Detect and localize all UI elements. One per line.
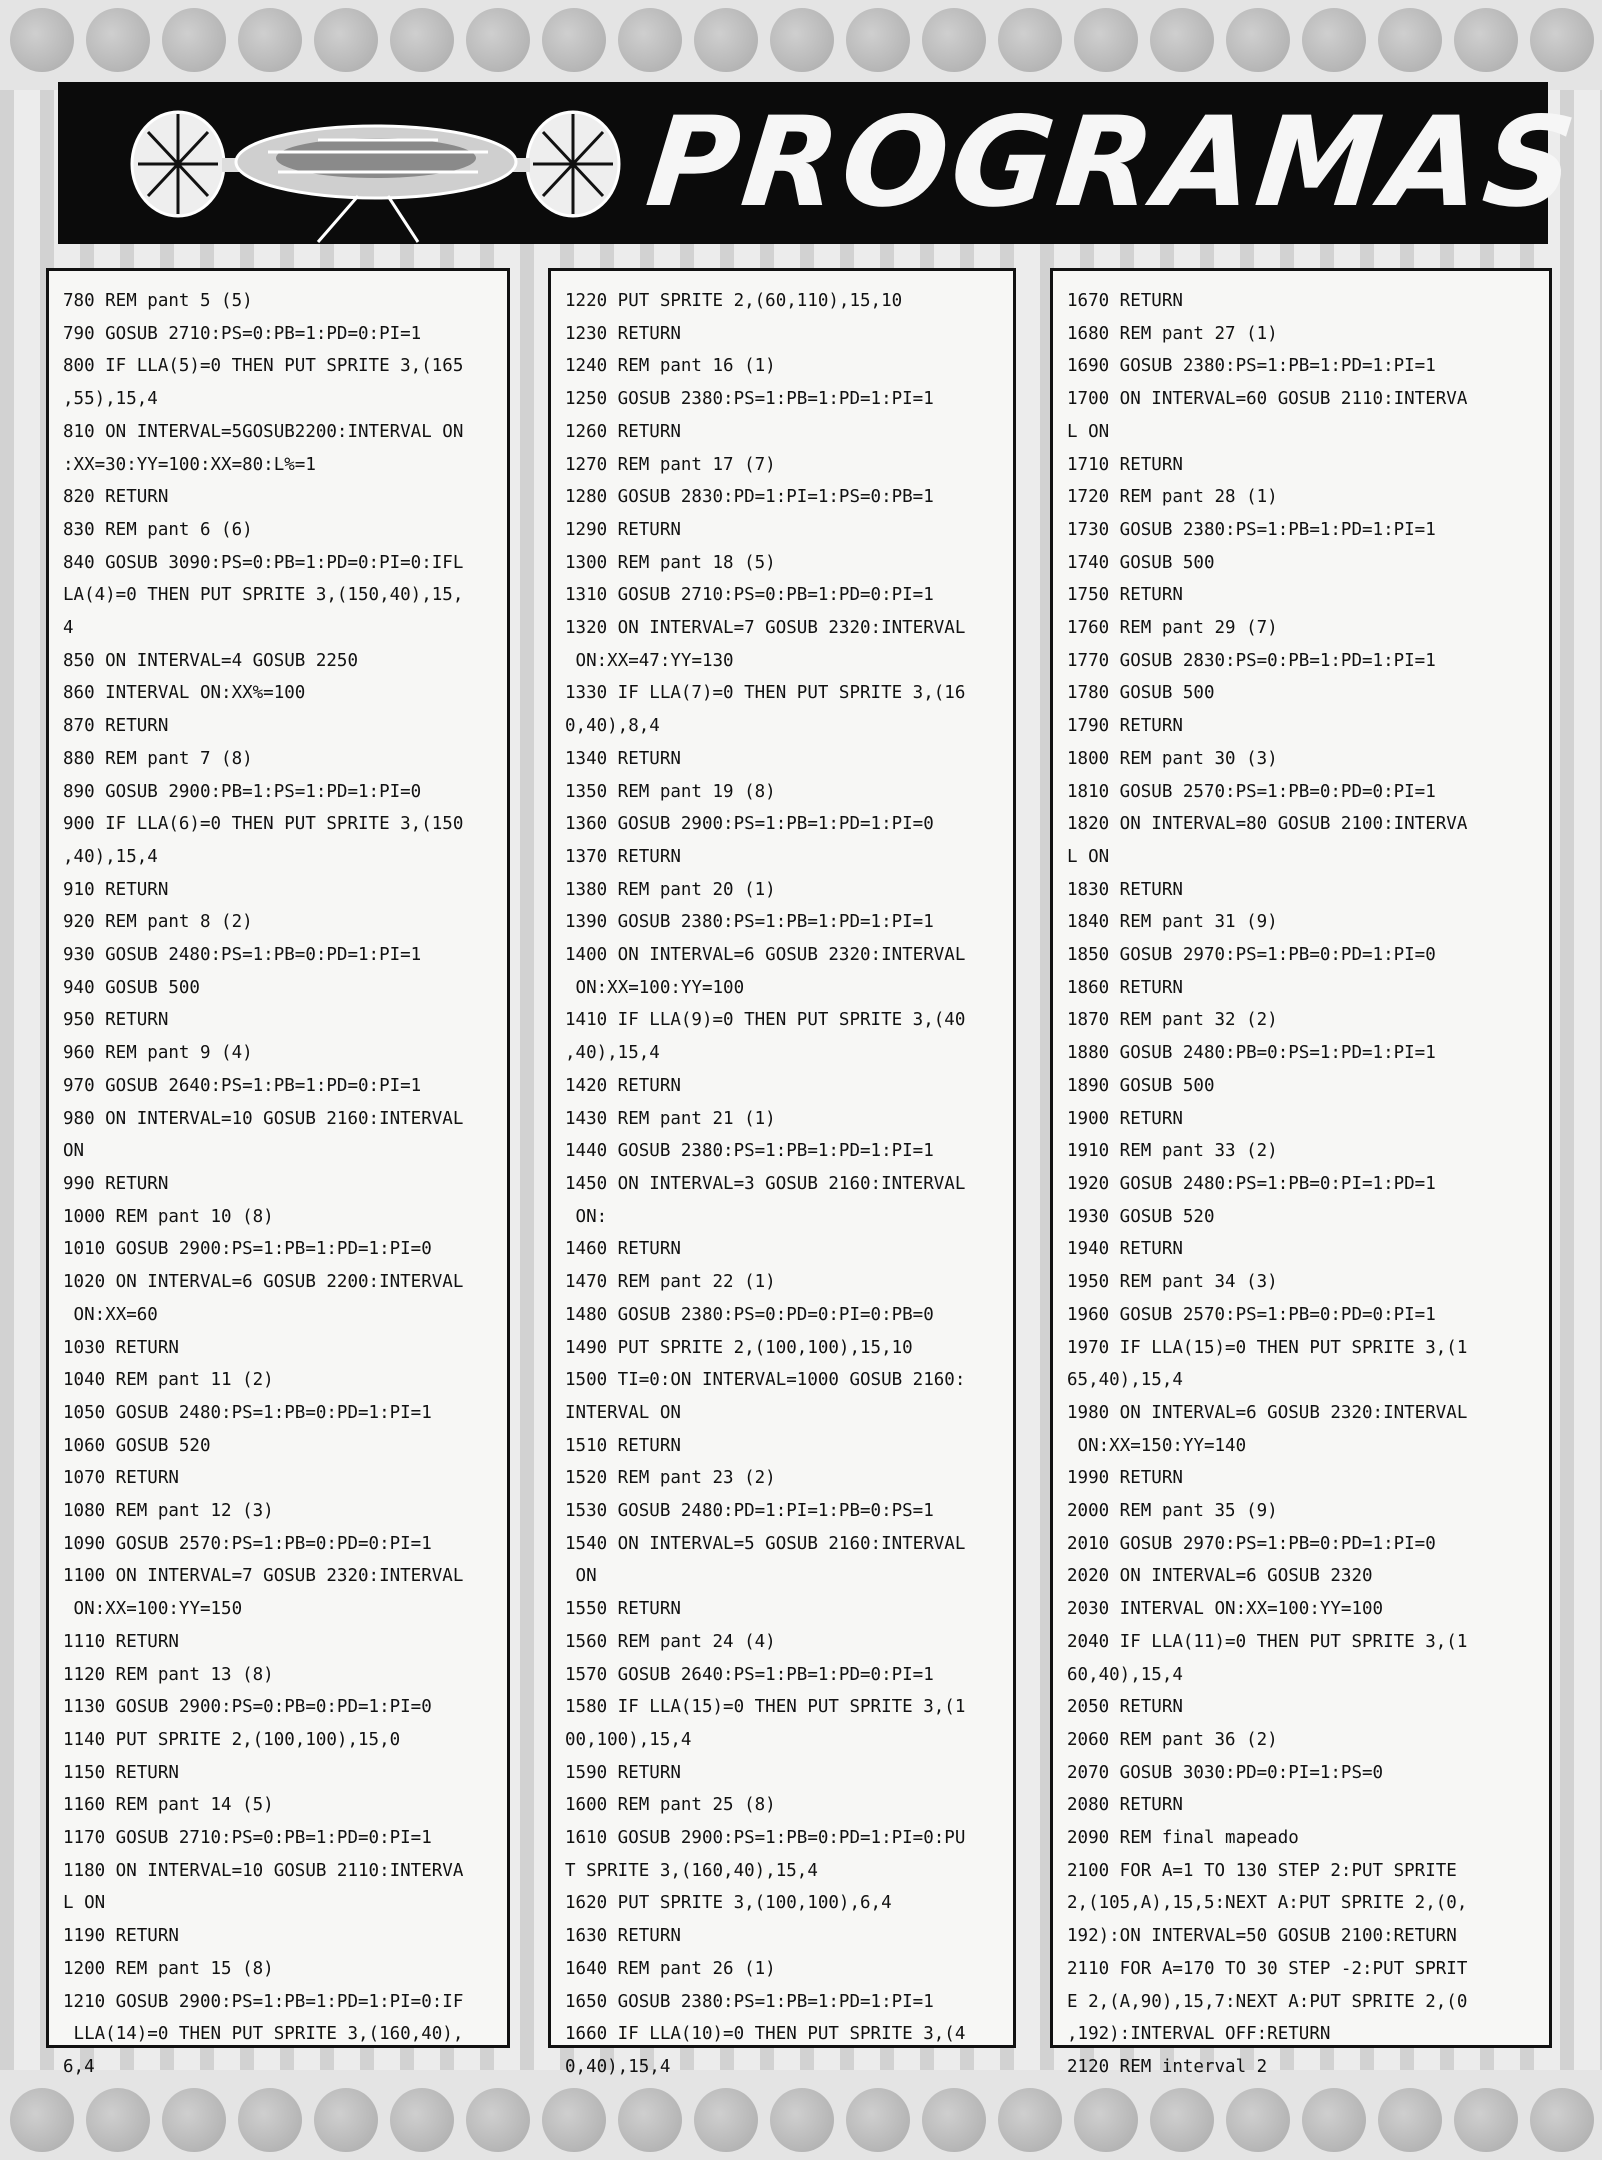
code-line: 1910 REM pant 33 (2) [1067,1141,1278,1162]
code-line: ,192):INTERVAL OFF:RETURN [1067,2024,1331,2045]
code-line: ON:XX=60 [63,1304,158,1325]
code-line: 1000 REM pant 10 (8) [63,1206,274,1227]
code-line: 2020 ON INTERVAL=6 GOSUB 2320 [1067,1566,1373,1587]
code-line: 880 REM pant 7 (8) [63,748,253,769]
code-line: 1610 GOSUB 2900:PS=1:PB=0:PD=1:PI=0:PU [565,1828,966,1849]
code-line: 820 RETURN [63,487,169,508]
code-line: 990 RETURN [63,1173,169,1194]
code-line: 1760 REM pant 29 (7) [1067,618,1278,639]
code-line: L ON [63,1893,106,1914]
code-line: 1600 REM pant 25 (8) [565,1795,776,1816]
code-line: 1140 PUT SPRITE 2,(100,100),15,0 [63,1729,401,1750]
code-line: 2,(105,A),15,5:NEXT A:PUT SPRITE 2,(0, [1067,1893,1468,1914]
code-line: 1510 RETURN [565,1435,681,1456]
code-line: 900 IF LLA(6)=0 THEN PUT SPRITE 3,(150 [63,814,464,835]
code-line: 1590 RETURN [565,1762,681,1783]
code-line: 930 GOSUB 2480:PS=1:PB=0:PD=1:PI=1 [63,945,422,966]
code-line: 1560 REM pant 24 (4) [565,1631,776,1652]
code-line: 1810 GOSUB 2570:PS=1:PB=0:PD=0:PI=1 [1067,781,1436,802]
code-line: 2110 FOR A=170 TO 30 STEP -2:PUT SPRIT [1067,1958,1468,1979]
code-line: 1430 REM pant 21 (1) [565,1108,776,1129]
code-line: 2030 INTERVAL ON:XX=100:YY=100 [1067,1599,1384,1620]
code-line: 1060 GOSUB 520 [63,1435,211,1456]
code-line: 1040 REM pant 11 (2) [63,1370,274,1391]
code-line: 1160 REM pant 14 (5) [63,1795,274,1816]
code-line: 1440 GOSUB 2380:PS=1:PB=1:PD=1:PI=1 [565,1141,934,1162]
code-line: ON:XX=100:YY=150 [63,1599,243,1620]
code-line: 1650 GOSUB 2380:PS=1:PB=1:PD=1:PI=1 [565,1991,934,2012]
code-line: 1790 RETURN [1067,716,1183,737]
code-line: 970 GOSUB 2640:PS=1:PB=1:PD=0:PI=1 [63,1075,422,1096]
code-line: 1710 RETURN [1067,454,1183,475]
code-line: 1830 RETURN [1067,879,1183,900]
listing-column-1 [46,268,510,2077]
code-line: 840 GOSUB 3090:PS=0:PB=1:PD=0:PI=0:IFL [63,552,464,573]
code-line: 1620 PUT SPRITE 3,(100,100),6,4 [565,1893,892,1914]
code-line: ON:XX=150:YY=140 [1067,1435,1247,1456]
code-line: 1570 GOSUB 2640:PS=1:PB=1:PD=0:PI=1 [565,1664,934,1685]
code-line: 60,40),15,4 [1067,1664,1183,1685]
code-line: 1690 GOSUB 2380:PS=1:PB=1:PD=1:PI=1 [1067,356,1436,377]
code-line: ON:XX=47:YY=130 [565,650,734,671]
code-line: 1800 REM pant 30 (3) [1067,748,1278,769]
code-line: 830 REM pant 6 (6) [63,519,253,540]
code-line: 1420 RETURN [565,1075,681,1096]
code-line: 950 RETURN [63,1010,169,1031]
code-line: 1180 ON INTERVAL=10 GOSUB 2110:INTERVA [63,1860,464,1881]
code-line: 1240 REM pant 16 (1) [565,356,776,377]
code-line: 1220 PUT SPRITE 2,(60,110),15,10 [565,291,903,311]
listing-column-3 [1050,268,1552,2077]
code-line: 1070 RETURN [63,1468,179,1489]
code-line: 1190 RETURN [63,1926,179,1947]
code-line: 1860 RETURN [1067,977,1183,998]
code-line: 850 ON INTERVAL=4 GOSUB 2250 [63,650,359,671]
code-line: 2080 RETURN [1067,1795,1183,1816]
code-line: 2070 GOSUB 3030:PD=0:PI=1:PS=0 [1067,1762,1384,1783]
code-line: 1300 REM pant 18 (5) [565,552,776,573]
code-line: 1270 REM pant 17 (7) [565,454,776,475]
code-line: 1120 REM pant 13 (8) [63,1664,274,1685]
code-line: 4 [63,618,74,639]
code-line: 2060 REM pant 36 (2) [1067,1729,1278,1750]
code-line: L ON [1067,846,1110,867]
code-line: 1940 RETURN [1067,1239,1183,1260]
code-line: 1720 REM pant 28 (1) [1067,487,1278,508]
code-line: 1320 ON INTERVAL=7 GOSUB 2320:INTERVAL [565,618,966,639]
code-line: 6,4 [63,2056,95,2077]
code-line: 1080 REM pant 12 (3) [63,1501,274,1522]
code-line: 1310 GOSUB 2710:PS=0:PB=1:PD=0:PI=1 [565,585,934,606]
code-line: 1840 REM pant 31 (9) [1067,912,1278,933]
code-line: 1960 GOSUB 2570:PS=1:PB=0:PD=0:PI=1 [1067,1304,1436,1325]
code-line: 1460 RETURN [565,1239,681,1260]
code-line: 910 RETURN [63,879,169,900]
code-line: 65,40),15,4 [1067,1370,1183,1391]
code-line: 2000 REM pant 35 (9) [1067,1501,1278,1522]
code-line: 1540 ON INTERVAL=5 GOSUB 2160:INTERVAL [565,1533,966,1554]
code-line: :XX=30:YY=100:XX=80:L%=1 [63,454,316,475]
code-line: 1680 REM pant 27 (1) [1067,323,1278,344]
code-line: 1820 ON INTERVAL=80 GOSUB 2100:INTERVA [1067,814,1468,835]
code-line: 1400 ON INTERVAL=6 GOSUB 2320:INTERVAL [565,945,966,966]
code-line: 1870 REM pant 32 (2) [1067,1010,1278,1031]
code-line: ,40),15,4 [565,1043,660,1064]
code-line: 1980 ON INTERVAL=6 GOSUB 2320:INTERVAL [1067,1402,1468,1423]
code-line: 1390 GOSUB 2380:PS=1:PB=1:PD=1:PI=1 [565,912,934,933]
code-line: ON [565,1566,597,1587]
code-line: 1410 IF LLA(9)=0 THEN PUT SPRITE 3,(40 [565,1010,966,1031]
code-line: 1730 GOSUB 2380:PS=1:PB=1:PD=1:PI=1 [1067,519,1436,540]
code-line: 1020 ON INTERVAL=6 GOSUB 2200:INTERVAL [63,1272,464,1293]
code-line: 890 GOSUB 2900:PB=1:PS=1:PD=1:PI=0 [63,781,422,802]
bottom-dot-border [0,2080,1602,2160]
code-line: 1780 GOSUB 500 [1067,683,1215,704]
code-line: 1250 GOSUB 2380:PS=1:PB=1:PD=1:PI=1 [565,389,934,410]
code-line: 1360 GOSUB 2900:PS=1:PB=1:PD=1:PI=0 [565,814,934,835]
code-line: 1350 REM pant 19 (8) [565,781,776,802]
code-line: 1890 GOSUB 500 [1067,1075,1215,1096]
code-line: 2050 RETURN [1067,1697,1183,1718]
code-line: 1490 PUT SPRITE 2,(100,100),15,10 [565,1337,913,1358]
code-line: 1920 GOSUB 2480:PS=1:PB=0:PI=1:PD=1 [1067,1173,1436,1194]
code-line: 1110 RETURN [63,1631,179,1652]
code-line: 1210 GOSUB 2900:PS=1:PB=1:PD=1:PI=0:IF [63,1991,464,2012]
code-line: 00,100),15,4 [565,1729,692,1750]
code-line: 1750 RETURN [1067,585,1183,606]
code-line: 1330 IF LLA(7)=0 THEN PUT SPRITE 3,(16 [565,683,966,704]
page-title: PROGRAMAS [640,91,1586,235]
code-line: 1630 RETURN [565,1926,681,1947]
code-line: 1130 GOSUB 2900:PS=0:PB=0:PD=1:PI=0 [63,1697,432,1718]
listing-column-2 [548,268,1016,2077]
code-line: E 2,(A,90),15,7:NEXT A:PUT SPRITE 2,(0 [1067,1991,1468,2012]
header-banner [58,82,1586,244]
code-line: 1550 RETURN [565,1599,681,1620]
code-line: 1640 REM pant 26 (1) [565,1958,776,1979]
code-line: ,55),15,4 [63,389,158,410]
top-dot-border [0,0,1602,80]
code-line: 1200 REM pant 15 (8) [63,1958,274,1979]
code-line: ,40),15,4 [63,846,158,867]
code-line: 1880 GOSUB 2480:PB=0:PS=1:PD=1:PI=1 [1067,1043,1436,1064]
code-line: 1520 REM pant 23 (2) [565,1468,776,1489]
code-line: 1990 RETURN [1067,1468,1183,1489]
code-line: 2120 REM interval 2 [1067,2056,1268,2077]
code-line: 920 REM pant 8 (2) [63,912,253,933]
code-line: 1290 RETURN [565,519,681,540]
code-line: 1090 GOSUB 2570:PS=1:PB=0:PD=0:PI=1 [63,1533,432,1554]
code-line: 1170 GOSUB 2710:PS=0:PB=1:PD=0:PI=1 [63,1828,432,1849]
code-line: INTERVAL ON [565,1402,681,1423]
code-line: 2100 FOR A=1 TO 130 STEP 2:PUT SPRITE [1067,1860,1457,1881]
code-line: 0,40),15,4 [565,2056,671,2077]
code-line: 1470 REM pant 22 (1) [565,1272,776,1293]
code-line: 1480 GOSUB 2380:PS=0:PD=0:PI=0:PB=0 [565,1304,934,1325]
space-station-icon [118,92,638,242]
code-line: 1770 GOSUB 2830:PS=0:PB=1:PD=1:PI=1 [1067,650,1436,671]
code-line: 1280 GOSUB 2830:PD=1:PI=1:PS=0:PB=1 [565,487,934,508]
code-line: 1150 RETURN [63,1762,179,1783]
code-line: 800 IF LLA(5)=0 THEN PUT SPRITE 3,(165 [63,356,464,377]
code-line: 192):ON INTERVAL=50 GOSUB 2100:RETURN [1067,1926,1457,1947]
code-line: 2010 GOSUB 2970:PS=1:PB=0:PD=1:PI=0 [1067,1533,1436,1554]
code-line: LA(4)=0 THEN PUT SPRITE 3,(150,40),15, [63,585,464,606]
code-line: 2040 IF LLA(11)=0 THEN PUT SPRITE 3,(1 [1067,1631,1468,1652]
code-line: 1230 RETURN [565,323,681,344]
code-line: 1380 REM pant 20 (1) [565,879,776,900]
code-line: L ON [1067,421,1110,442]
code-line: 1530 GOSUB 2480:PD=1:PI=1:PB=0:PS=1 [565,1501,934,1522]
code-line: 1500 TI=0:ON INTERVAL=1000 GOSUB 2160: [565,1370,966,1391]
code-line: 1660 IF LLA(10)=0 THEN PUT SPRITE 3,(4 [565,2024,966,2045]
code-line: 780 REM pant 5 (5) [63,291,253,311]
code-line: 810 ON INTERVAL=5GOSUB2200:INTERVAL ON [63,421,464,442]
code-line: 1970 IF LLA(15)=0 THEN PUT SPRITE 3,(1 [1067,1337,1468,1358]
code-line: 1450 ON INTERVAL=3 GOSUB 2160:INTERVAL [565,1173,966,1194]
code-line: 1900 RETURN [1067,1108,1183,1129]
code-line: 1260 RETURN [565,421,681,442]
code-line: 1340 RETURN [565,748,681,769]
code-line: 790 GOSUB 2710:PS=0:PB=1:PD=0:PI=1 [63,323,422,344]
code-line: ON:XX=100:YY=100 [565,977,745,998]
code-line: 1950 REM pant 34 (3) [1067,1272,1278,1293]
code-line: 870 RETURN [63,716,169,737]
code-line: 960 REM pant 9 (4) [63,1043,253,1064]
code-line: 1580 IF LLA(15)=0 THEN PUT SPRITE 3,(1 [565,1697,966,1718]
code-line: 1700 ON INTERVAL=60 GOSUB 2110:INTERVA [1067,389,1468,410]
code-line: 1050 GOSUB 2480:PS=1:PB=0:PD=1:PI=1 [63,1402,432,1423]
code-line: ON: [565,1206,608,1227]
code-line: 1010 GOSUB 2900:PS=1:PB=1:PD=1:PI=0 [63,1239,432,1260]
code-line: 2090 REM final mapeado [1067,1828,1299,1849]
code-line: 1930 GOSUB 520 [1067,1206,1215,1227]
code-line: 860 INTERVAL ON:XX%=100 [63,683,306,704]
code-line: 1100 ON INTERVAL=7 GOSUB 2320:INTERVAL [63,1566,464,1587]
code-line: 0,40),8,4 [565,716,660,737]
code-line: 1740 GOSUB 500 [1067,552,1215,573]
code-line: ON [63,1141,85,1162]
code-line: 1670 RETURN [1067,291,1183,311]
code-line: 1850 GOSUB 2970:PS=1:PB=0:PD=1:PI=0 [1067,945,1436,966]
code-line: 940 GOSUB 500 [63,977,200,998]
code-line: LLA(14)=0 THEN PUT SPRITE 3,(160,40), [63,2024,464,2045]
code-line: 980 ON INTERVAL=10 GOSUB 2160:INTERVAL [63,1108,464,1129]
code-line: T SPRITE 3,(160,40),15,4 [565,1860,818,1881]
code-line: 1370 RETURN [565,846,681,867]
code-line: 1030 RETURN [63,1337,179,1358]
